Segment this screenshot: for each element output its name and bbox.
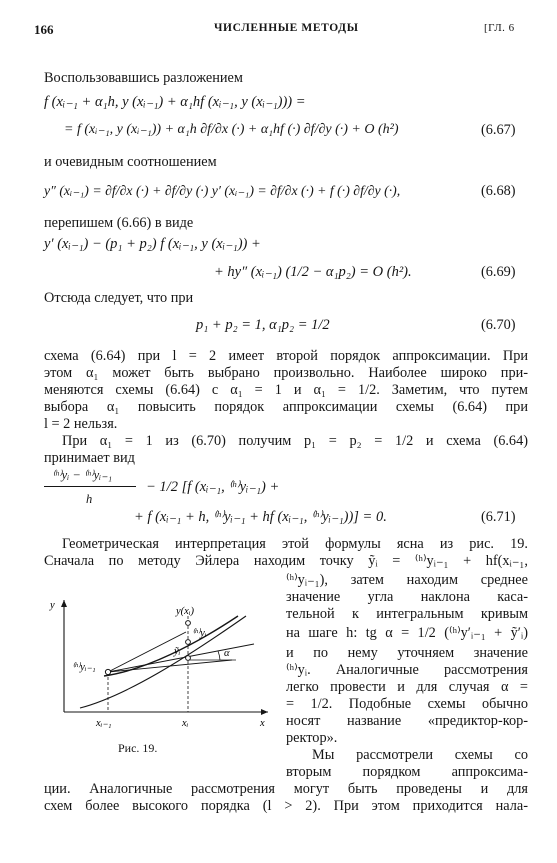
label-h-y-i: ⁽ʰ⁾yᵢ bbox=[192, 628, 207, 639]
angle-arc bbox=[218, 651, 220, 660]
page-number: 166 bbox=[34, 22, 54, 37]
equation-6-71-denominator: h bbox=[86, 492, 93, 506]
paragraph-line: = 1/2. Подобные схемы обычно bbox=[286, 696, 528, 712]
equation-6-68: y″ (xᵢ₋₁) = ∂f/∂x (·) + ∂f/∂y (·) y′ (xᵢ₋₁) = ∂f/∂x (·) + f (·) ∂f/∂y (·), bbox=[44, 183, 401, 198]
label-x-i: xᵢ bbox=[182, 718, 189, 729]
text-line: Отсюда следует, что при bbox=[44, 290, 194, 306]
equation-6-71-line-1: − 1/2 [f (xᵢ₋₁, ⁽ʰ⁾yᵢ₋₁) + bbox=[146, 479, 280, 495]
equation-number-6-67: (6.67) bbox=[481, 122, 516, 138]
intro-line: Воспользовавшись разложением bbox=[44, 70, 243, 86]
equation-6-71-numerator: ⁽ʰ⁾yᵢ − ⁽ʰ⁾yᵢ₋₁ bbox=[52, 468, 113, 482]
paragraph-line: l = 2 нельзя. bbox=[44, 416, 118, 432]
label-y-x-i: y(xᵢ) bbox=[176, 606, 194, 617]
figure-19 bbox=[36, 592, 276, 740]
point-h-y-i bbox=[186, 640, 191, 645]
label-x-i-minus-1: xᵢ₋₁ bbox=[96, 718, 112, 729]
equation-6-67-line-2: = f (xᵢ₋₁, y (xᵢ₋₁)) + α₁h ∂f/∂x (·) + α₁hf (·) ∂f/∂y (·) + O (h²) bbox=[64, 122, 399, 137]
running-header bbox=[0, 22, 557, 44]
paragraph-line: выбора α₁ повысить порядок аппроксимации схемы (6.64) при bbox=[44, 399, 528, 415]
equation-6-71-line-2: + f (xᵢ₋₁ + h, ⁽ʰ⁾yᵢ₋₁ + hf (xᵢ₋₁, ⁽ʰ⁾yᵢ₋₁))] = 0. bbox=[134, 509, 387, 525]
chapter-label: [ГЛ. 6 bbox=[484, 22, 515, 34]
slope-line bbox=[108, 660, 232, 672]
paragraph-line: и по нему уточняем значение bbox=[286, 645, 528, 661]
equation-number-6-68: (6.68) bbox=[481, 183, 516, 199]
label-alpha: α bbox=[224, 648, 230, 659]
label-tilde-y-i: ỹᵢ bbox=[174, 646, 181, 657]
paragraph-line: легко провести и для случая α = bbox=[286, 679, 528, 695]
paragraph-line: меняются схемы (6.64) с α₁ = 1 и α₁ = 1/2. Заметим, что путем bbox=[44, 382, 528, 398]
integral-curve-lower bbox=[104, 616, 238, 676]
equation-6-70: p₁ + p₂ = 1, α₁p₂ = 1/2 bbox=[196, 317, 330, 333]
paragraph-line: ⁽ʰ⁾yᵢ. Аналогичные рассмотрения bbox=[286, 662, 528, 678]
paragraph-line: тельной к интегральным кривым bbox=[286, 606, 528, 622]
equation-6-69-line-2: + hy″ (xᵢ₋₁) (1/2 − α₁p₂) = O (h²). bbox=[214, 264, 412, 280]
euler-tangent-line bbox=[108, 644, 254, 672]
paragraph-line: схема (6.64) при l = 2 имеет второй порядок аппроксимации. При bbox=[44, 348, 528, 364]
paragraph-line: схем более высокого порядка (l > 2). При этом приходится нала- bbox=[44, 798, 528, 814]
figure-caption: Рис. 19. bbox=[118, 741, 158, 755]
paragraph-line: принимает вид bbox=[44, 450, 135, 466]
x-axis-arrow bbox=[261, 709, 268, 715]
paragraph-line: ректор». bbox=[286, 730, 338, 746]
paragraph-line: носят название «предиктор-кор- bbox=[286, 713, 528, 729]
text-line: перепишем (6.66) в виде bbox=[44, 215, 194, 231]
point-y-x-i bbox=[186, 621, 191, 626]
integral-curve-upper bbox=[80, 616, 246, 708]
paragraph-line: При α₁ = 1 из (6.70) получим p₁ = p₂ = 1/2 и схема (6.64) bbox=[62, 433, 528, 449]
paragraph-line: Мы рассмотрели схемы со bbox=[312, 747, 528, 763]
equation-6-67-line-1: f (xᵢ₋₁ + α₁h, y (xᵢ₋₁) + α₁hf (xᵢ₋₁, y (xᵢ₋₁))) = bbox=[44, 94, 306, 110]
paragraph-line: ции. Аналогичные рассмотрения могут быть проведены и для bbox=[44, 781, 528, 797]
paragraph-line: ⁽ʰ⁾yᵢ₋₁), затем находим среднее bbox=[286, 572, 528, 588]
text-line: и очевидным соотношением bbox=[44, 154, 217, 170]
y-axis-arrow bbox=[61, 600, 67, 607]
paragraph-line: этом α₁ может быть выбрано произвольно. Наиболее широко при- bbox=[44, 365, 528, 381]
running-title: ЧИСЛЕННЫЕ МЕТОДЫ bbox=[214, 22, 359, 34]
equation-6-69-line-1: y′ (xᵢ₋₁) − (p₁ + p₂) f (xᵢ₋₁, y (xᵢ₋₁)) + bbox=[44, 236, 261, 252]
x-axis-label: x bbox=[260, 718, 265, 729]
paragraph-line: на шаге h: tg α = 1/2 (⁽ʰ⁾y′ᵢ₋₁ + ỹ′ᵢ) bbox=[286, 625, 528, 641]
label-h-y-i-minus-1: ⁽ʰ⁾yᵢ₋₁ bbox=[72, 662, 96, 673]
paragraph-line: вторым порядком аппроксима- bbox=[286, 764, 528, 780]
equation-number-6-69: (6.69) bbox=[481, 264, 516, 280]
paragraph-line: Сначала по методу Эйлера находим точку ỹᵢ = ⁽ʰ⁾yᵢ₋₁ + hf(xᵢ₋₁, bbox=[44, 553, 528, 569]
fraction-bar bbox=[44, 486, 136, 487]
equation-number-6-71: (6.71) bbox=[481, 509, 516, 525]
equation-number-6-70: (6.70) bbox=[481, 317, 516, 333]
point-y-i-minus-1 bbox=[105, 669, 110, 674]
point-tilde-y-i bbox=[186, 656, 191, 661]
paragraph-line: значение угла наклона каса- bbox=[286, 589, 528, 605]
paragraph-line: Геометрическая интерпретация этой формулы ясна из рис. 19. bbox=[62, 536, 528, 552]
y-axis-label: y bbox=[50, 600, 55, 611]
